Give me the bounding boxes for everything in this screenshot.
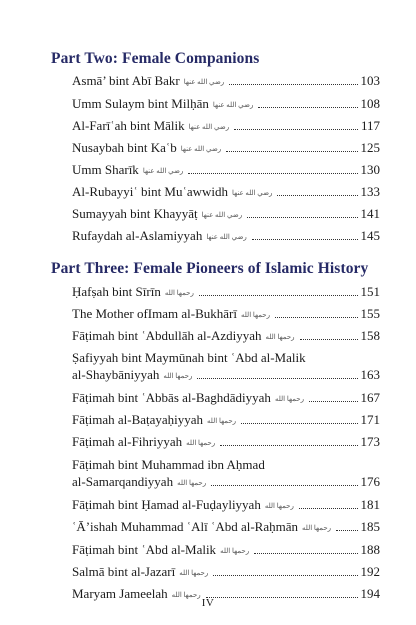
entry-page: 145	[360, 228, 380, 243]
dot-leader	[211, 484, 357, 486]
dot-leader	[241, 422, 357, 424]
entry-name: Fāṭimah al-Fihriyyah	[72, 434, 183, 449]
toc-entry	[72, 456, 380, 493]
entry-page: 185	[360, 519, 380, 534]
toc-entry	[72, 283, 380, 303]
dot-leader	[275, 316, 358, 318]
entry-name: Salmā bint al-Jazarī	[72, 564, 176, 579]
toc-entry	[72, 117, 380, 137]
honorific-glyph: رحمها الله	[240, 311, 270, 319]
honorific-glyph: رحمها الله	[220, 547, 250, 555]
honorific-glyph: رحمها الله	[264, 502, 294, 510]
entry-name: Fāṭimah bint Ḥamad al-Fuḍayliyyah	[72, 497, 261, 512]
toc-entry	[72, 389, 380, 409]
toc-entry	[72, 563, 380, 583]
honorific-glyph: رضي الله عنها	[180, 145, 222, 153]
entry-name: The Mother ofImam al-Bukhārī	[72, 306, 237, 321]
honorific-glyph: رحمها الله	[179, 569, 209, 577]
dot-leader	[197, 377, 357, 379]
honorific-glyph: رضي الله عنها	[183, 78, 225, 86]
dot-leader	[336, 529, 357, 531]
entry-page: 176	[360, 474, 380, 489]
entry-page: 141	[360, 206, 380, 221]
toc-entry	[72, 227, 380, 247]
entry-page: 158	[360, 328, 380, 343]
entry-name: Ḥafṣah bint Sīrīn	[72, 284, 161, 299]
toc-entry	[72, 349, 380, 386]
entry-page: 167	[360, 390, 380, 405]
entry-name: Fāṭimah bint Muhammad ibn Aḥmad	[72, 457, 265, 472]
toc-entry	[72, 496, 380, 516]
part-three-heading: Part Three: Female Pioneers of Islamic History	[51, 260, 369, 277]
dot-leader	[220, 444, 357, 446]
dot-leader	[213, 574, 357, 576]
entry-page: 130	[360, 162, 380, 177]
honorific-glyph: رضي الله عنها	[231, 189, 273, 197]
entry-page: 173	[360, 434, 380, 449]
entry-page: 133	[360, 184, 380, 199]
dot-leader	[226, 150, 357, 152]
dot-leader	[300, 338, 358, 340]
toc-entry	[72, 411, 380, 431]
entry-name: Fāṭimah bint ʿAbdullāh al-Azdiyyah	[72, 328, 262, 343]
entry-page: 108	[360, 96, 380, 111]
entry-name: Fāṭimah bint ʿAbbās al-Baghdādiyyah	[72, 390, 271, 405]
entry-name: Umm Sharīk	[72, 162, 139, 177]
dot-leader	[229, 83, 357, 85]
toc-entry	[72, 95, 380, 115]
entry-page: 117	[360, 118, 380, 133]
entry-name: Rufaydah al-Aslamiyyah	[72, 228, 203, 243]
entry-page: 192	[360, 564, 380, 579]
honorific-glyph: رضي الله عنها	[201, 211, 243, 219]
honorific-glyph: رحمها الله	[274, 395, 304, 403]
honorific-glyph: رضي الله عنها	[212, 101, 254, 109]
part-two-heading: Part Two: Female Companions	[51, 50, 260, 67]
toc-entry	[72, 139, 380, 159]
honorific-glyph: رحمها الله	[302, 524, 332, 532]
entry-name: Fāṭimah bint ʿAbd al-Malik	[72, 542, 217, 557]
entry-page: 181	[360, 497, 380, 512]
dot-leader	[234, 128, 358, 130]
toc-entry	[72, 205, 380, 225]
dot-leader	[247, 216, 357, 218]
toc-entry	[72, 518, 380, 538]
honorific-glyph: رضي الله عنها	[206, 233, 247, 241]
entry-name: Al-Farīʿah bint Mālik	[72, 118, 185, 133]
entry-name-continued: al-Samarqandiyyah	[72, 474, 174, 489]
honorific-glyph: رضي الله عنها	[188, 123, 230, 131]
page-folio: IV	[201, 597, 215, 609]
honorific-glyph: رضي الله عنها	[142, 167, 184, 175]
toc-entry	[72, 327, 380, 347]
toc-entry	[72, 305, 380, 325]
entry-name: Nusaybah bint Kaʿb	[72, 140, 177, 155]
dot-leader	[299, 507, 358, 509]
honorific-glyph: رحمها الله	[171, 591, 201, 599]
entry-page: 188	[360, 542, 380, 557]
dot-leader	[252, 238, 358, 240]
entry-page: 125	[360, 140, 380, 155]
honorific-glyph: رحمها الله	[177, 479, 207, 487]
entry-name: Fāṭimah al-Baṭayaḥiyyah	[72, 412, 204, 427]
entry-name: ʿĀ’ishah Muhammad ʿAlī ʿAbd al-Raḥmān	[72, 519, 299, 534]
entry-name: Umm Sulaym bint Milḥān	[72, 96, 209, 111]
entry-page: 194	[360, 586, 380, 601]
dot-leader	[277, 194, 357, 196]
toc-entry	[72, 433, 380, 453]
honorific-glyph: رحمها الله	[164, 289, 194, 297]
toc-entry	[72, 161, 380, 181]
dot-leader	[254, 552, 357, 554]
honorific-glyph: رحمها الله	[265, 333, 295, 341]
honorific-glyph: رحمها الله	[186, 439, 216, 447]
entry-page: 171	[360, 412, 380, 427]
dot-leader	[258, 106, 357, 108]
entry-name: Ṣafiyyah bint Maymūnah bint ʿAbd al-Malik	[72, 350, 306, 365]
entry-name: Sumayyah bint Khayyāṭ	[72, 206, 198, 221]
entry-name: Maryam Jameelah	[72, 586, 168, 601]
dot-leader	[309, 400, 358, 402]
entry-page: 155	[360, 306, 380, 321]
toc-entry	[72, 541, 380, 561]
entry-name-continued: al-Shaybāniyyah	[72, 367, 160, 382]
honorific-glyph: رحمها الله	[207, 417, 237, 425]
entry-name: Al-Rubayyiʿ bint Muʿawwidh	[72, 184, 228, 199]
entry-page: 151	[360, 284, 380, 299]
toc-entry	[72, 183, 380, 203]
dot-leader	[188, 172, 357, 174]
entry-page: 103	[360, 73, 380, 88]
entry-name: Asmā’ bint Abī Bakr	[72, 73, 180, 88]
entry-page: 163	[360, 367, 380, 382]
honorific-glyph: رحمها الله	[163, 372, 193, 380]
dot-leader	[199, 294, 358, 296]
toc-entry	[72, 72, 380, 92]
